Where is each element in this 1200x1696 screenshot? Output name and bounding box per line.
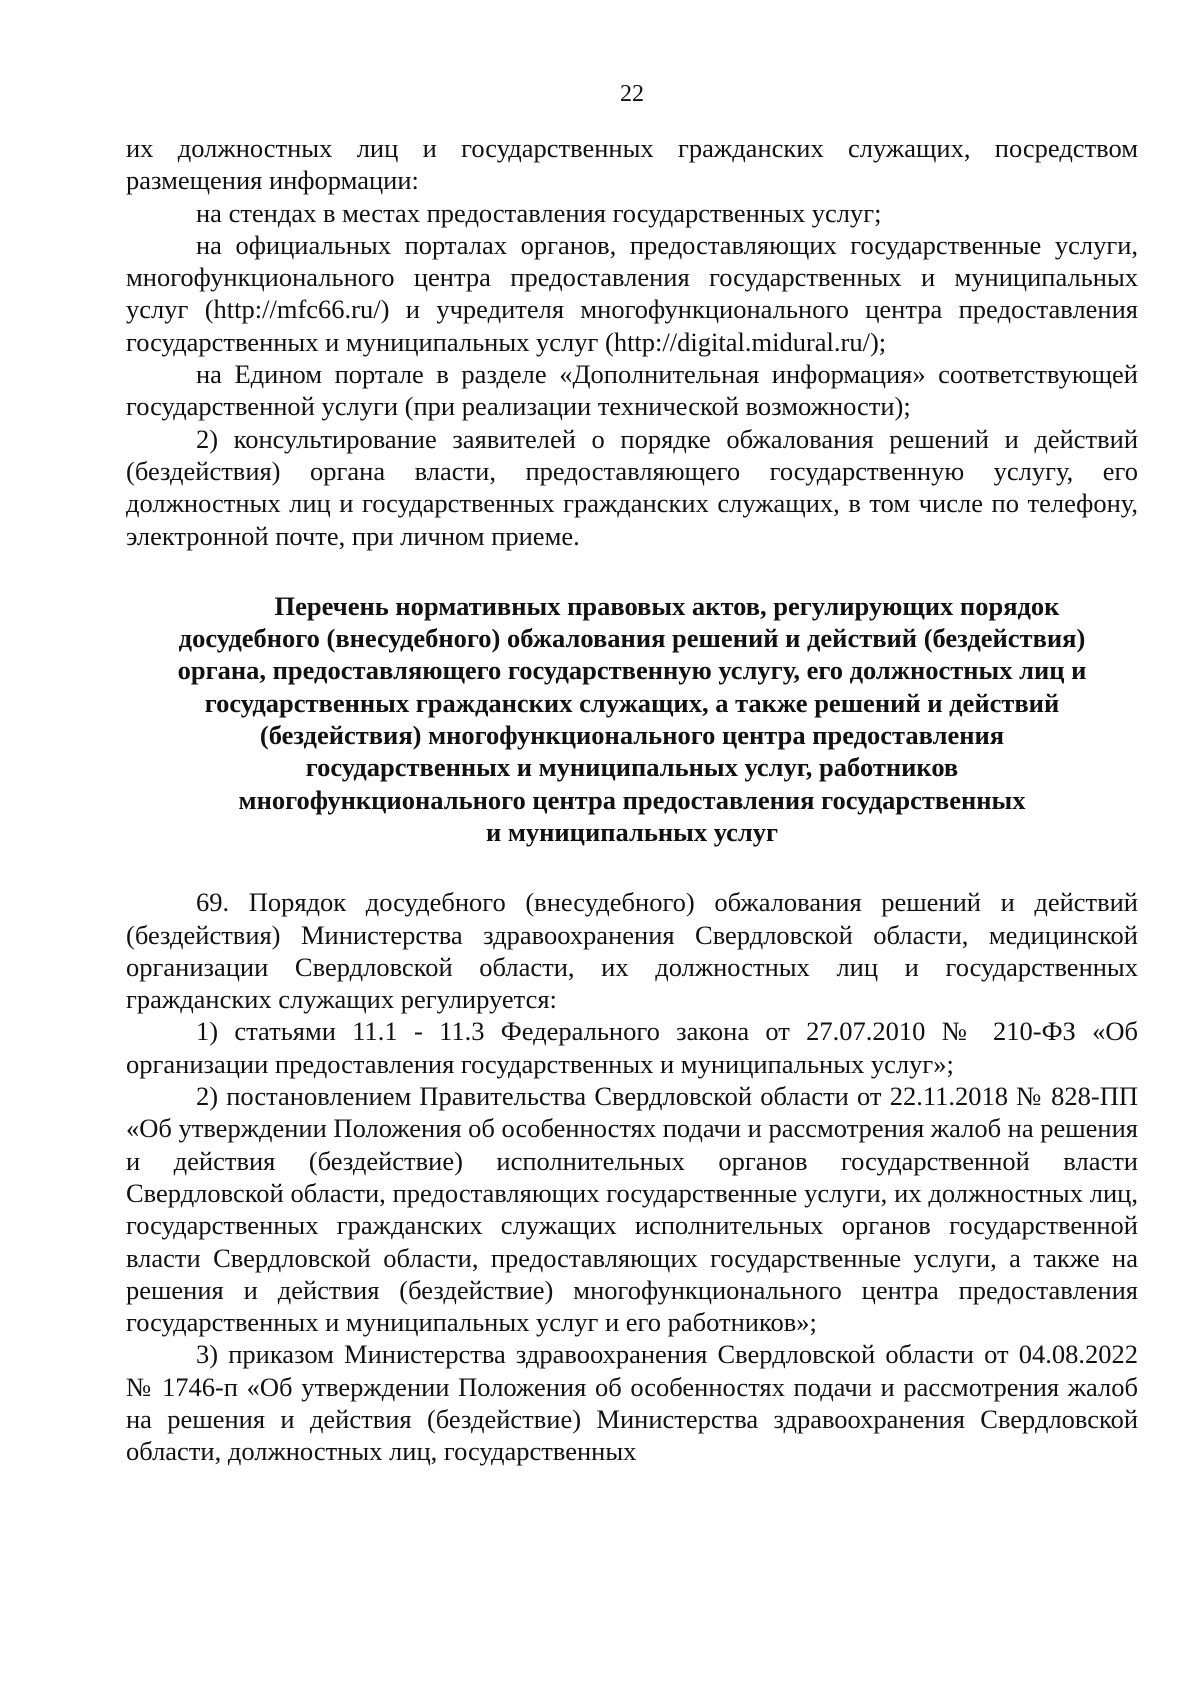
heading-line: многофункционального центра предоставления государственных <box>238 784 1026 815</box>
paragraph-69: 69. Порядок досудебного (внесудебного) обжалования решений и действий (бездействия) Министерства здравоохранения Свердловской области, медицинской организации Свердловской области, их должностных лиц и государственных гражданских служащих регулируется: <box>126 887 1138 1015</box>
paragraph-stands: на стендах в местах предоставления государственных услуг; <box>196 197 882 228</box>
heading-line: и муниципальных услуг <box>485 816 779 847</box>
page-number: 22 <box>620 81 644 107</box>
heading-line: государственных гражданских служащих, а также решений и действий <box>204 687 1060 718</box>
heading-line: органа, предоставляющего государственную услугу, его должностных лиц и <box>177 655 1087 686</box>
heading-line: досудебного (внесудебного) обжалования решений и действий (бездействия) <box>178 623 1086 654</box>
bottom-paragraphs <box>126 886 1138 1467</box>
top-paragraphs <box>126 132 1138 552</box>
heading-line: Перечень нормативных правовых актов, регулирующих порядок <box>274 590 1060 621</box>
section-heading <box>126 590 1138 848</box>
paragraph-consulting: 2) консультирование заявителей о порядке обжалования решений и действий (бездействия) органа власти, предоставляющего государственную услугу, его должностных лиц и государственных гражданских служащих, в том числе по телефону, электронной почте, при личном приеме. <box>126 423 1138 551</box>
paragraph-resolution-828: 2) постановлением Правительства Свердловской области от 22.11.2018 № 828-ПП «Об утверждении Положения об особенностях подачи и рассмотрения жалоб на решения и действия (бездействие) исполнительных органов государственной власти Свердловской области, предоставляющих государственные услуги, их должностных лиц, государственных гражданских служащих исполнительных органов государственной власти Свердловской области, предоставляющих государственные услуги, а также на решения и действия (бездействие) многофункционального центра предоставления государственных и муниципальных услуг и его работников»; <box>126 1081 1138 1338</box>
heading-line: (бездействия) многофункционального центра предоставления <box>259 720 1005 751</box>
paragraph-unified-portal: на Едином портале в разделе «Дополнительная информация» соответствующей государственной услуги (при реализации технической возможности); <box>126 359 1138 422</box>
heading-line: государственных и муниципальных услуг, работников <box>305 752 959 783</box>
paragraph-continuation: их должностных лиц и государственных гражданских служащих, посредством размещения информации: <box>126 133 1138 196</box>
document-page <box>126 80 1138 1468</box>
paragraph-law-210: 1) статьями 11.1 - 11.3 Федерального закона от 27.07.2010 № 210-ФЗ «Об организации предоставления государственных и муниципальных услуг»; <box>126 1016 1138 1079</box>
paragraph-official-portals: на официальных порталах органов, предоставляющих государственные услуги, многофункционального центра предоставления государственных и муниципальных услуг (http://mfc66.ru/) и учредителя многофункционального центра предоставления государственных и муниципальных услуг (http://digital.midural.ru/); <box>126 229 1138 357</box>
paragraph-order-1746: 3) приказом Министерства здравоохранения Свердловской области от 04.08.2022 № 1746-п «Об утверждении Положения об особенностях подачи и рассмотрения жалоб на решения и действия (бездействие) Министерства здравоохранения Свердловской области, должностных лиц, государственных <box>126 1339 1138 1467</box>
